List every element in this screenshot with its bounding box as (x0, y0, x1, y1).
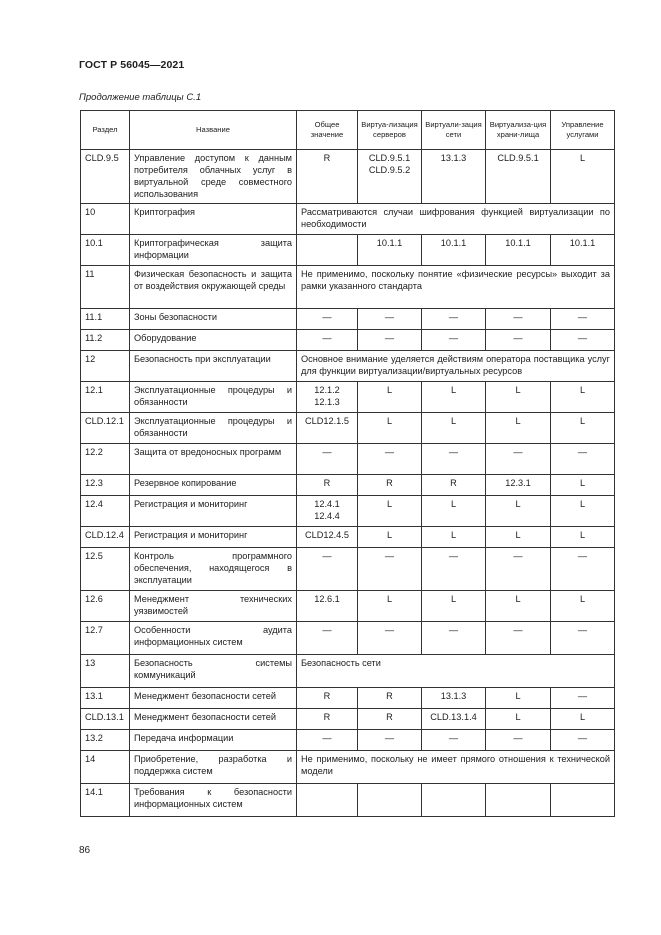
table-header-row (81, 111, 615, 150)
value-cell: L (486, 688, 551, 709)
value-cell: — (422, 730, 486, 751)
value-cell: 13.1.3 (422, 150, 486, 204)
value-cell: 13.1.3 (422, 688, 486, 709)
table-row (81, 413, 615, 444)
value-cell: L (358, 527, 422, 548)
value-cell: L (358, 382, 422, 413)
value-cell: — (358, 730, 422, 751)
value-cell: L (551, 591, 615, 622)
name-cell: Защита от вредоносных программ (130, 444, 297, 475)
value-cell: R (358, 688, 422, 709)
value-cell: L (551, 475, 615, 496)
table-row (81, 655, 615, 688)
value-cell: L (486, 527, 551, 548)
section-cell: 12.1 (81, 382, 130, 413)
table-row (81, 235, 615, 266)
name-cell: Приобретение, разработка и поддержка систем (130, 751, 297, 784)
table-row (81, 475, 615, 496)
value-cell: — (422, 622, 486, 655)
table-row (81, 527, 615, 548)
value-cell: R (358, 709, 422, 730)
table-row (81, 730, 615, 751)
name-cell: Менеджмент безопасности сетей (130, 688, 297, 709)
table-row (81, 150, 615, 204)
name-cell: Криптографическая защита информации (130, 235, 297, 266)
value-cell: — (551, 330, 615, 351)
name-cell: Менеджмент безопасности сетей (130, 709, 297, 730)
name-cell: Менеджмент технических уязвимостей (130, 591, 297, 622)
section-cell: 14.1 (81, 784, 130, 817)
value-cell: R (297, 150, 358, 204)
name-cell: Эксплуатационные процедуры и обязанности (130, 413, 297, 444)
value-cell: — (486, 548, 551, 591)
value-cell: — (551, 730, 615, 751)
section-cell: CLD.9.5 (81, 150, 130, 204)
section-cell: 13.2 (81, 730, 130, 751)
value-cell: L (358, 496, 422, 527)
section-cell: 12 (81, 351, 130, 382)
value-cell: — (551, 622, 615, 655)
value-cell: L (551, 413, 615, 444)
value-cell: — (358, 444, 422, 475)
table-row (81, 309, 615, 330)
section-cell: 12.5 (81, 548, 130, 591)
table-row (81, 622, 615, 655)
table-row (81, 688, 615, 709)
value-cell: L (551, 496, 615, 527)
table-row (81, 548, 615, 591)
column-header-server-virtualization: Виртуа-лизация серверов (358, 111, 422, 150)
table-row (81, 709, 615, 730)
name-cell: Криптография (130, 204, 297, 235)
table-row (81, 751, 615, 784)
value-cell: CLD.9.5.1 (486, 150, 551, 204)
name-cell: Передача информации (130, 730, 297, 751)
value-cell: — (358, 309, 422, 330)
value-cell: L (551, 382, 615, 413)
section-cell: 12.6 (81, 591, 130, 622)
value-cell (297, 235, 358, 266)
table-caption: Продолжение таблицы С.1 (79, 92, 202, 103)
value-cell: CLD12.4.5 (297, 527, 358, 548)
value-cell: R (422, 475, 486, 496)
column-header-name: Название (130, 111, 297, 150)
value-cell: — (551, 444, 615, 475)
value-cell: R (297, 709, 358, 730)
value-cell: L (551, 150, 615, 204)
value-cell: — (422, 330, 486, 351)
value-cell: 12.4.1 12.4.4 (297, 496, 358, 527)
name-cell: Резервное копирование (130, 475, 297, 496)
section-cell: 14 (81, 751, 130, 784)
table-row (81, 266, 615, 309)
value-cell: — (486, 730, 551, 751)
value-cell: L (422, 413, 486, 444)
section-cell: CLD.12.1 (81, 413, 130, 444)
spanning-note-cell: Не применимо, поскольку понятие «физические ресурсы» выходит за рамки указанного стандарта (297, 266, 615, 309)
value-cell: — (297, 309, 358, 330)
value-cell: — (297, 622, 358, 655)
section-cell: 12.3 (81, 475, 130, 496)
value-cell: — (486, 622, 551, 655)
value-cell: L (486, 413, 551, 444)
section-cell: 13 (81, 655, 130, 688)
value-cell: — (297, 444, 358, 475)
value-cell: — (358, 330, 422, 351)
section-cell: 10 (81, 204, 130, 235)
spanning-note-cell: Не применимо, поскольку не имеет прямого отношения к технической модели (297, 751, 615, 784)
table-row (81, 330, 615, 351)
value-cell: L (486, 382, 551, 413)
value-cell: L (486, 709, 551, 730)
value-cell (358, 784, 422, 817)
section-cell: 13.1 (81, 688, 130, 709)
name-cell: Безопасность системы коммуникаций (130, 655, 297, 688)
section-cell: CLD.12.4 (81, 527, 130, 548)
name-cell: Особенности аудита информационных систем (130, 622, 297, 655)
value-cell: L (358, 591, 422, 622)
value-cell: R (297, 688, 358, 709)
section-cell: 10.1 (81, 235, 130, 266)
section-cell: 12.2 (81, 444, 130, 475)
value-cell: L (358, 413, 422, 444)
table-row (81, 444, 615, 475)
value-cell: CLD12.1.5 (297, 413, 358, 444)
value-cell: 12.3.1 (486, 475, 551, 496)
name-cell: Физическая безопасность и защита от воздействия окружающей среды (130, 266, 297, 309)
name-cell: Зоны безопасности (130, 309, 297, 330)
value-cell: — (486, 444, 551, 475)
spanning-note-cell: Безопасность сети (297, 655, 615, 688)
value-cell: — (297, 548, 358, 591)
value-cell: L (422, 496, 486, 527)
name-cell: Безопасность при эксплуатации (130, 351, 297, 382)
value-cell: 10.1.1 (551, 235, 615, 266)
value-cell (486, 784, 551, 817)
value-cell: L (486, 591, 551, 622)
column-header-network-virtualization: Виртуали-зация сети (422, 111, 486, 150)
name-cell: Эксплуатационные процедуры и обязанности (130, 382, 297, 413)
value-cell (422, 784, 486, 817)
value-cell: CLD.13.1.4 (422, 709, 486, 730)
value-cell: — (551, 548, 615, 591)
value-cell: — (486, 309, 551, 330)
table-row (81, 351, 615, 382)
section-cell: 11.1 (81, 309, 130, 330)
section-cell: CLD.13.1 (81, 709, 130, 730)
name-cell: Контроль программного обеспечения, находящегося в эксплуатации (130, 548, 297, 591)
name-cell: Регистрация и мониторинг (130, 496, 297, 527)
table-row (81, 784, 615, 817)
table-row (81, 382, 615, 413)
value-cell: 10.1.1 (358, 235, 422, 266)
table-row (81, 591, 615, 622)
value-cell: 12.1.2 12.1.3 (297, 382, 358, 413)
value-cell: L (551, 709, 615, 730)
value-cell (297, 784, 358, 817)
value-cell: — (358, 548, 422, 591)
section-cell: 11 (81, 266, 130, 309)
value-cell: 12.6.1 (297, 591, 358, 622)
section-cell: 12.7 (81, 622, 130, 655)
section-cell: 12.4 (81, 496, 130, 527)
value-cell: L (551, 527, 615, 548)
section-cell: 11.2 (81, 330, 130, 351)
column-header-section: Раздел (81, 111, 130, 150)
value-cell: — (297, 330, 358, 351)
column-header-storage-virtualization: Виртуализа-ция храни-лища (486, 111, 551, 150)
value-cell: R (297, 475, 358, 496)
name-cell: Управление доступом к данным потребителя облачных услуг в виртуальной среде совместного использования (130, 150, 297, 204)
name-cell: Оборудование (130, 330, 297, 351)
name-cell: Регистрация и мониторинг (130, 527, 297, 548)
page-number: 86 (79, 845, 91, 856)
value-cell: L (486, 496, 551, 527)
column-header-general: Общее значение (297, 111, 358, 150)
value-cell: — (551, 309, 615, 330)
document-header: ГОСТ Р 56045—2021 (79, 59, 185, 71)
value-cell: — (358, 622, 422, 655)
value-cell: L (422, 591, 486, 622)
value-cell: — (486, 330, 551, 351)
value-cell: L (422, 382, 486, 413)
value-cell: R (358, 475, 422, 496)
name-cell: Требования к безопасности информационных систем (130, 784, 297, 817)
value-cell (551, 784, 615, 817)
table-row (81, 204, 615, 235)
spanning-note-cell: Основное внимание уделяется действиям оператора поставщика услуг для функции виртуализации/виртуальных ресурсов (297, 351, 615, 382)
value-cell: — (422, 309, 486, 330)
value-cell: CLD.9.5.1 CLD.9.5.2 (358, 150, 422, 204)
value-cell: — (422, 548, 486, 591)
standards-table (80, 110, 615, 817)
spanning-note-cell: Рассматриваются случаи шифрования функцией виртуализации по необходимости (297, 204, 615, 235)
value-cell: — (422, 444, 486, 475)
value-cell: 10.1.1 (422, 235, 486, 266)
value-cell: 10.1.1 (486, 235, 551, 266)
value-cell: L (422, 527, 486, 548)
value-cell: — (297, 730, 358, 751)
table-row (81, 496, 615, 527)
value-cell: — (551, 688, 615, 709)
column-header-service-management: Управление услугами (551, 111, 615, 150)
